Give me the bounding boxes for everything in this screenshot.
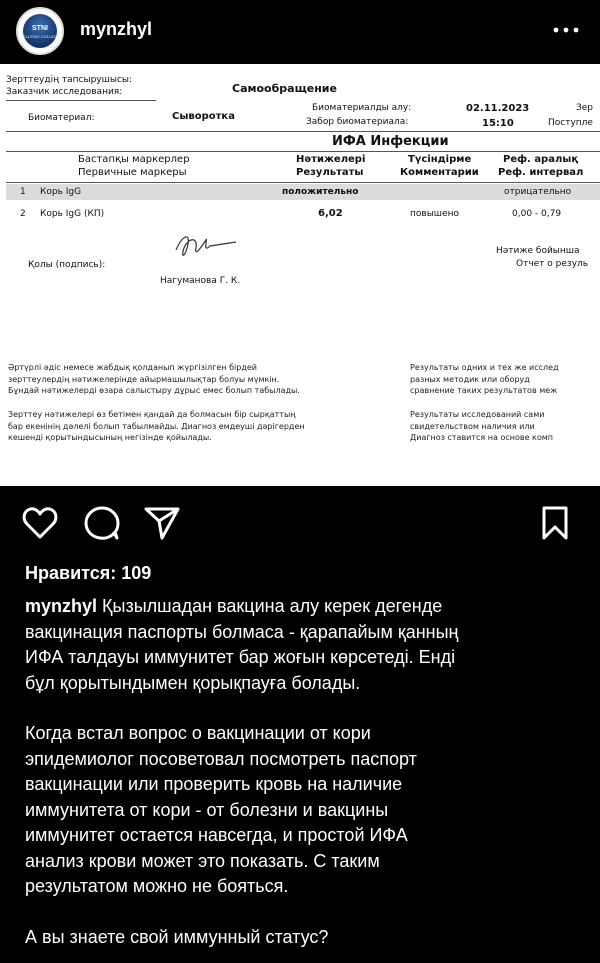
caption-username[interactable]: mynzhyl — [25, 596, 98, 616]
disclaimer-ru-1: Результаты одних и тех же исслед разных методик или оборуд сравнение таких результатов меж — [410, 363, 559, 395]
collection-date: 02.11.2023 — [466, 103, 530, 114]
disclaimer-ru-2: Результаты исследований сами свидетельством наличия или Диагноз ставится на основе комп — [410, 410, 554, 442]
caption-line: вакцинации или проверить кровь на наличие — [25, 774, 403, 794]
caption-line: ИФА талдауы иммунитет бар жоғын көрсетеді. Енді — [25, 647, 456, 667]
section-title: ИФА Инфекции — [332, 134, 449, 149]
biomaterial-value: Сыворотка — [172, 111, 235, 122]
biomaterial-date-label-kz: Биоматериалды алу: — [312, 103, 412, 113]
avatar[interactable] — [16, 7, 64, 55]
row-2-marker: Корь IgG (КП) — [40, 209, 105, 219]
post-photo[interactable] — [0, 64, 600, 486]
report-ru: Отчет о резуль — [516, 259, 589, 269]
caption-line: результатом можно не бояться. — [25, 876, 289, 896]
col-comment-ru: Комментарии — [400, 167, 479, 178]
col-markers-kz: Бастапқы маркерлер — [78, 154, 190, 165]
signature-scribble — [172, 228, 242, 264]
col-markers-ru: Первичные маркеры — [78, 167, 187, 178]
paper-plane-icon[interactable] — [144, 506, 180, 540]
caption-line: бұл қорытындымен қорықпауға болады. — [25, 672, 361, 693]
caption-line: анализ крови может это показать. С таким — [25, 850, 380, 871]
disclaimer-kz-1: Әртүрлі әдіс немесе жабдық қолданып жүргізілген бірдей зерттеулердің нәтижелерінде айырмашылықтар болуы мүмкін. Бұндай нәтижелерді өзара салыстыру дұрыс емес болып табылады. — [8, 363, 300, 395]
signature-label: Қолы (подпись): — [28, 260, 106, 270]
heart-icon[interactable] — [22, 506, 58, 540]
caption-question: А вы знаете свой иммунный статус? — [25, 926, 329, 947]
caption-line: вакцинация паспорты болмаса - қарапайым қанның — [25, 621, 459, 642]
divider — [6, 151, 600, 152]
disclaimer-kz-2: Зерттеу нәтижелері өз бетімен қандай да болмасын бір сырқаттың бар екенінің дәлелі болып табылмайды. Диагноз емдеуші дәрігерден кешенді қорытындысының негізінде қойылады. — [8, 410, 305, 442]
biomaterial-label: Биоматериал: — [28, 113, 95, 123]
row-2-ref: 0,00 - 0,79 — [512, 209, 562, 219]
customer-label-ru: Заказчик исследования: — [6, 87, 123, 97]
header-edge-text: Зер — [576, 103, 594, 113]
post-username[interactable]: mynzhyl — [80, 19, 153, 39]
caption-line: Когда встал вопрос о вакцинации от кори — [25, 723, 371, 743]
biomaterial-date-label-ru: Забор биоматериала: — [306, 117, 409, 127]
row-2-result: 6,02 — [318, 208, 343, 219]
customer-value: Самообращение — [232, 82, 337, 95]
likes-count[interactable]: Нравится: 109 — [25, 563, 152, 583]
avatar-subtext: HELLENIC COLLEGE — [20, 34, 60, 39]
col-comment-kz: Түсіндірме — [408, 154, 472, 165]
header-edge-text-2: Поступле — [548, 118, 593, 128]
avatar-text: STNI — [32, 25, 48, 32]
comment-icon[interactable] — [84, 506, 120, 540]
row-1-result: положительно — [282, 187, 359, 197]
caption-line: иммунитета от кори - от болезни и вакцины — [25, 799, 389, 820]
row-1-marker: Корь IgG — [40, 187, 82, 197]
row-1-num: 1 — [20, 187, 26, 197]
caption-line: эпидемиолог посоветовал посмотреть паспорт — [25, 748, 417, 769]
signer-name: Нагуманова Г. К. — [160, 276, 241, 286]
divider — [6, 100, 156, 101]
row-1-ref: отрицательно — [504, 187, 572, 197]
customer-label-kz: Зерттеудің тапсырушысы: — [6, 75, 133, 85]
caption-line: иммунитет остается навсегда, и простой ИФА — [25, 825, 408, 845]
post-actions — [0, 486, 600, 556]
more-options-icon[interactable] — [552, 22, 580, 38]
col-results-kz: Нәтижелері — [296, 154, 366, 165]
post-header — [0, 0, 600, 64]
col-results-ru: Результаты — [296, 167, 364, 178]
caption-text: Қызылшадан вакцина алу керек дегенде — [97, 596, 443, 616]
row-2-num: 2 — [20, 209, 26, 219]
row-2-comment: повышено — [410, 209, 459, 219]
col-ref-ru: Реф. интервал — [498, 167, 584, 178]
collection-time: 15:10 — [482, 118, 514, 129]
post-caption — [25, 594, 585, 950]
divider — [6, 131, 600, 132]
report-kz: Нәтиже бойынша — [496, 246, 580, 256]
col-ref-kz: Реф. аралық — [503, 154, 579, 165]
bookmark-icon[interactable] — [540, 506, 570, 540]
divider — [6, 182, 600, 183]
